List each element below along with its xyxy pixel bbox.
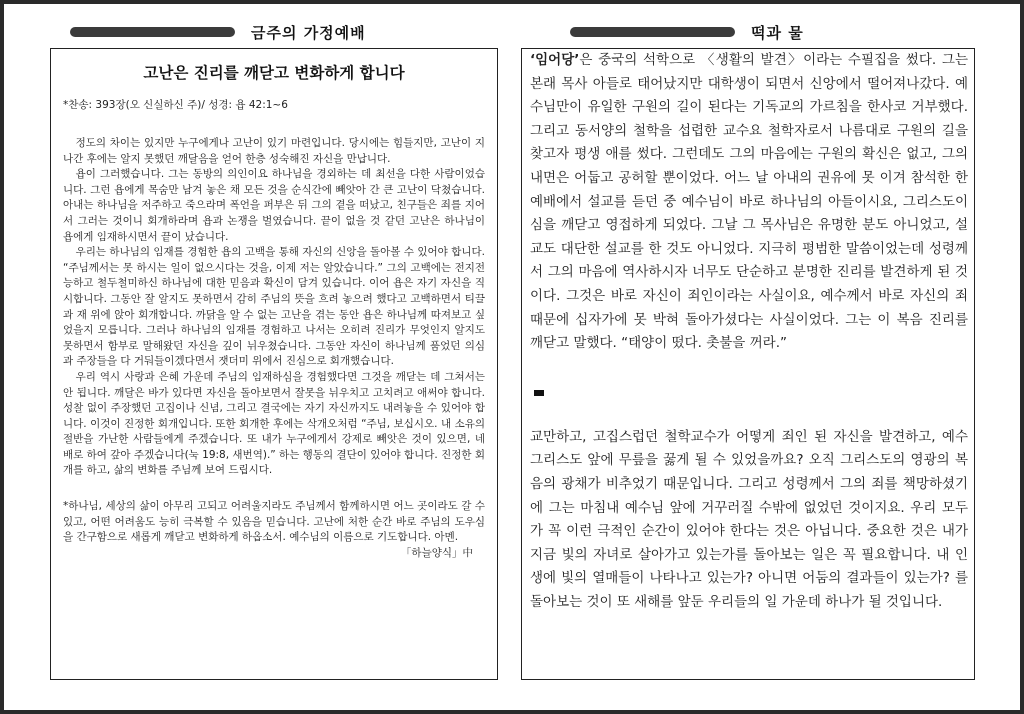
- header-bar-right: [570, 27, 735, 37]
- left-column-box: [50, 48, 498, 680]
- sermon-title: 고난은 진리를 깨닫고 변화하게 합니다: [143, 64, 405, 82]
- right-header-title: 떡과 물: [751, 23, 804, 42]
- essay-lead-name: ‘임어당’: [530, 52, 580, 68]
- closing-prayer: [63, 499, 485, 559]
- left-header-title: 금주의 가정예배: [251, 23, 366, 42]
- sermon-paragraph-2: 욥이 그러했습니다. 그는 동방의 의인이요 하나님을 경외하는 데 최선을 다한 사람이었습니다. 그런 욥에게 목숨만 남겨 놓은 채 모든 것을 순식간에 빼앗아 간 큰 고난이 닥쳤습니다. 아내는 하나님을 저주하고 죽으라며 폭언을 퍼부은 뒤 그의 곁을 떠났고, 친구들은 죄를 지어서 그러는 것이니 회개하라며 욥과 논쟁을 벌였습니다. 끝이 없을 것 같던 고난은 하나님이 욥에게 임재하시면서 끝이 났습니다.: [63, 168, 485, 243]
- essay-paragraph-2: 교만하고, 고집스럽던 철학교수가 어떻게 죄인 된 자신을 발견하고, 예수 그리스도 앞에 무릎을 꿇게 될 수 있었을까요? 오직 그리스도의 영광의 복음의 광채가 비추었기 때문입니다. 그리고 성령께서 그의 죄를 책망하셨기에 그는 마침내 예수님 앞에 거꾸러질 수밖에 없었던 것이지요. 우리 모두가 꼭 이런 극적인 순간이 있어야 한다는 것은 아닙니다. 중요한 것은 내가 지금 빛의 자녀로 살아가고 있는가를 돌아보는 일은 꼭 필요합니다. 내 인생에 빛의 열매들이 나타나고 있는가? 아니면 어둠의 결과들이 있는가? 를 돌아보는 것이 또 새해를 앞둔 우리들의 일 가운데 하나가 될 것입니다.: [530, 428, 968, 610]
- right-column-box: [521, 48, 975, 680]
- sermon-paragraph-4: 우리 역시 사랑과 은혜 가운데 주님의 임재하심을 경험했다면 그것을 깨닫는 데 그쳐서는 안 됩니다. 깨달은 바가 있다면 자신을 돌아보면서 잘못을 뉘우치고 고치려고 애써야 합니다. 성찰 없이 주장했던 고집이나 신념, 그리고 결국에는 자기 자신까지도 내려놓을 수 있어야 합니다. 이것이 진정한 회개입니다. 또한 회개한 후에는 삭개오처럼 “주님, 보십시오. 내 소유의 절반을 가난한 사람들에게 주겠습니다. 또 내가 누구에게서 강제로 빼앗은 것이 있으면, 네 배로 하여 갚아 주겠습니다(눅 19:8, 새번역).” 하는 행동의 결단이 있어야 합니다. 진정한 회개를 하고, 삶의 변화를 주님께 보여 드립시다.: [63, 370, 485, 477]
- section-divider-mark: [534, 390, 544, 396]
- right-header: [570, 20, 804, 44]
- source-citation: 「하늘양식」中: [400, 546, 473, 559]
- essay-paragraph-1: [530, 49, 968, 356]
- closing-prayer-text: *하나님, 세상의 삶이 아무리 고되고 어려울지라도 주님께서 함께하시면 어느 곳이라도 갈 수 있고, 어떤 어려움도 능히 극복할 수 있음을 믿습니다. 고난에 처한 순간 바로 주님의 도우심을 간구함으로 새롭게 깨닫고 변화하게 하옵소서. 예수님의 이름으로 기도합니다. 아멘.: [63, 500, 485, 544]
- hymn-scripture-meta: *찬송: 393장(오 신실하신 주)/ 성경: 욥 42:1~6: [63, 99, 288, 111]
- header-bar-left: [70, 27, 235, 37]
- essay-paragraph-1-text: 은 중국의 석학으로 〈생활의 발견〉이라는 수필집을 썼다. 그는 본래 목사 아들로 태어났지만 대학생이 되면서 신앙에서 떨어져나갔다. 예수님만이 유일한 구원의 길이 된다는 기독교의 가르침을 한사코 거부했다. 그리고 동서양의 철학을 섭렵한 교수요 철학자로서 나름대로 구원의 길을 찾고자 평생 애를 썼다. 그런데도 그의 마음에는 구원의 확신은 없고, 그의 내면은 어둡고 공허할 뿐이었다. 어느 날 아내의 권유에 못 이겨 참석한 한 예배에서 설교를 듣던 중 예수님이 바로 하나님의 아들이시요, 그리스도이심을 깨닫고 영접하게 되었다. 그날 그 목사님은 유명한 분도 아니었고, 설교도 대단한 설교를 한 것도 아니었다. 지극히 평범한 말씀이었는데 성령께서 그의 마음에 역사하시자 너무도 단순하고 분명한 진리를 발견하게 된 것이다. 그것은 바로 자신이 죄인이라는 사실이요, 예수께서 바로 자신의 죄 때문에 십자가에 못 박혀 돌아가셨다는 사실이었다. 그는 이 복음 진리를 깨닫고 말했다. “태양이 떴다. 촛불을 꺼라.”: [530, 52, 968, 352]
- left-header: [70, 20, 366, 44]
- sermon-paragraph-1: 정도의 차이는 있지만 누구에게나 고난이 있기 마련입니다. 당시에는 힘들지만, 고난이 지나간 후에는 알지 못했던 깨달음을 얻어 한층 성숙해진 자신을 만납니다.: [63, 137, 485, 165]
- sermon-paragraph-3: 우리는 하나님의 임재를 경험한 욥의 고백을 통해 자신의 신앙을 돌아볼 수 있어야 합니다. “주님께서는 못 하시는 일이 없으시다는 것을, 이제 저는 알았습니다.” 그의 고백에는 전지전능하고 철두철미하신 하나님에 대한 믿음과 확신이 담겨 있습니다. 이어 욥은 자기 자신을 직시합니다. 그동안 잘 알지도 못하면서 감히 주님의 뜻을 흐려 놓으려 했다고 고백하면서 티끌과 재 위에 앉아 회개합니다. 까닭을 알 수 없는 고난을 겪는 동안 욥은 하나님께 따져보고 싶었을지 모릅니다. 그러나 하나님의 임재를 경험하고 나서는 오히려 진리가 무엇인지 알지도 못하면서 함부로 말해왔던 자신을 깊이 뉘우쳤습니다. 그동안 자신이 하나님께 품었던 의심과 주장들을 다 거둬들이겠다면서 잿더미 위에서 진심으로 회개했습니다.: [63, 246, 485, 368]
